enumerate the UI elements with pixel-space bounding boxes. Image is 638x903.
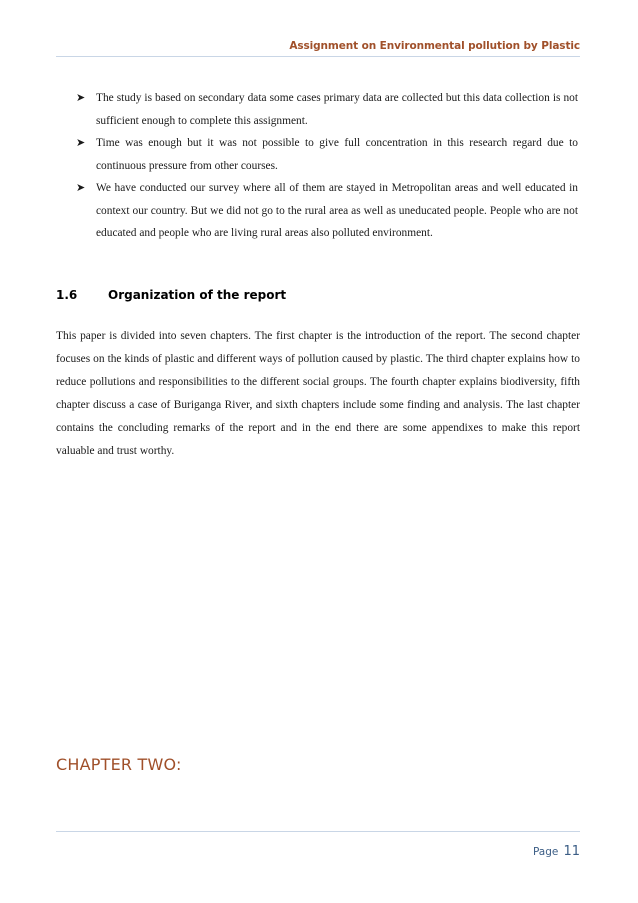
arrowhead-bullet-icon: ➤ — [76, 181, 86, 194]
list-item-text: The study is based on secondary data some cases primary data are collected but this data collection is not sufficient enough to complete this assignment. — [96, 92, 578, 127]
list-item — [74, 132, 578, 177]
list-item — [74, 177, 578, 245]
section-heading — [56, 288, 580, 302]
section-number: 1.6 — [56, 288, 78, 302]
list-item — [74, 87, 578, 132]
section-title: Organization of the report — [108, 288, 287, 302]
page-label: Page — [532, 846, 559, 858]
running-header: Assignment on Environmental pollution by Plastic — [289, 40, 580, 52]
chapter-title: CHAPTER TWO: — [56, 755, 182, 774]
header-divider — [56, 56, 580, 57]
list-item-text: We have conducted our survey where all of them are stayed in Metropolitan areas and well educated in context our country. But we did not go to the rural area as well as uneducated people. People who are not educated and people who are living rural areas also polluted environment. — [96, 182, 578, 239]
body-paragraph: This paper is divided into seven chapters. The first chapter is the introduction of the report. The second chapter focuses on the kinds of plastic and different ways of pollution caused by plastic. The third chapter explains how to reduce pollutions and responsibilities to the different social groups. The fourth chapter explains biodiversity, fifth chapter discuss a case of Buriganga River, and sixth chapters include some finding and analysis. The last chapter contains the concluding remarks of the report and in the end there are some appendixes to make this report valuable and trust worthy. — [56, 330, 580, 457]
arrowhead-bullet-icon: ➤ — [76, 91, 86, 104]
limitations-list — [74, 87, 578, 245]
footer-divider — [56, 831, 580, 832]
page-footer — [56, 840, 580, 859]
arrowhead-bullet-icon: ➤ — [76, 136, 86, 149]
page-number: 11 — [563, 844, 580, 859]
list-item-text: Time was enough but it was not possible to give full concentration in this research regard due to continuous pressure from other courses. — [96, 137, 578, 172]
